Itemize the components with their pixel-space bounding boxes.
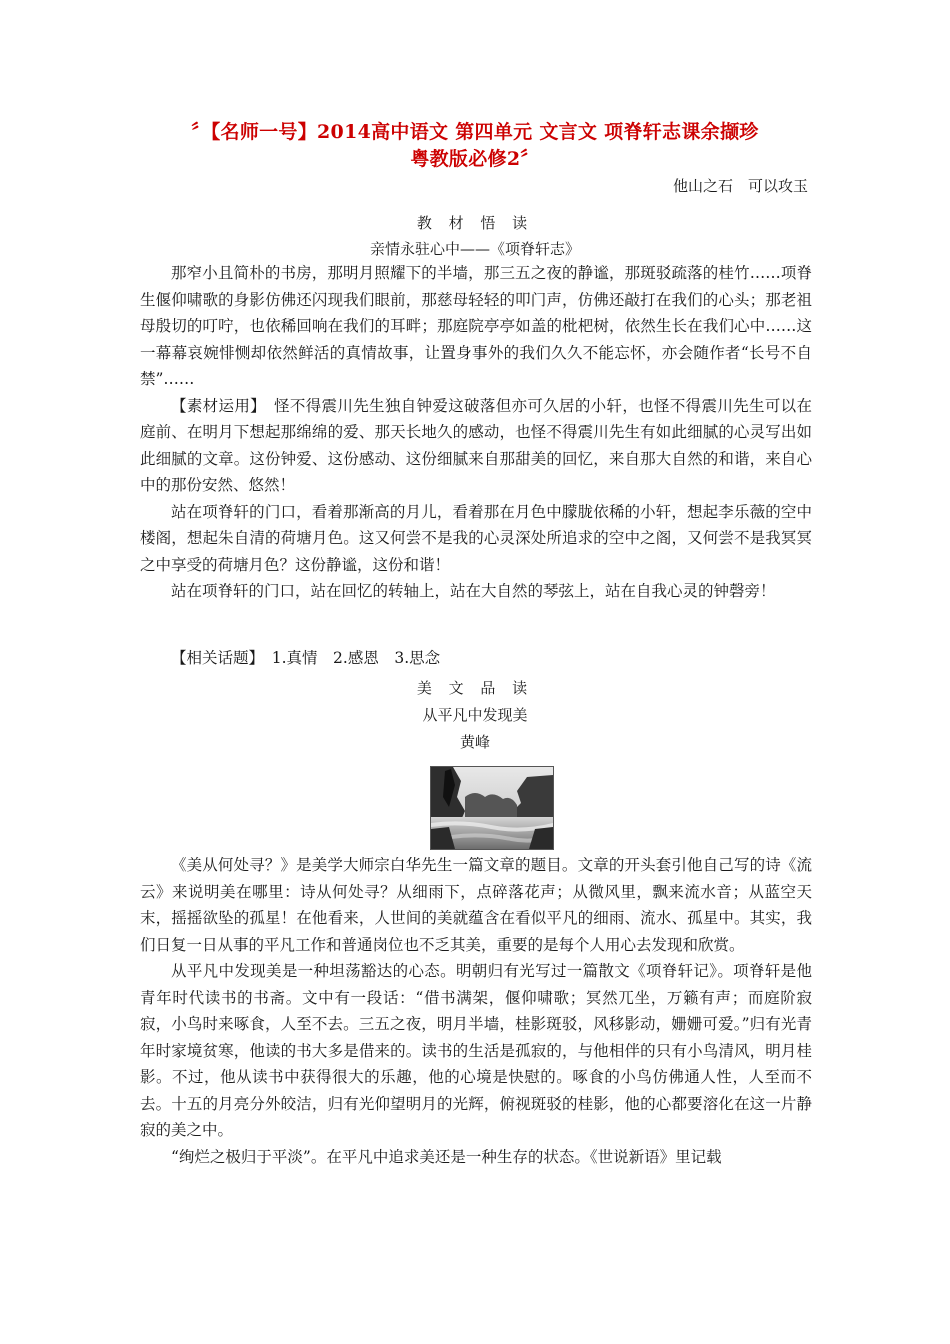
paragraph: 那窄小且简朴的书房，那明月照耀下的半墙，那三五之夜的静谧，那斑驳疏落的桂竹……项脊生偃仰啸歌的身影仿佛还闪现我们眼前，那慈母轻轻的叩门声，仿佛还敲打在我们的心头；那老祖母殷切的叮咛，也依稀回响在我们的耳畔；那庭院亭亭如盖的枇杷树，依然生长在我们心中……这一幕幕哀婉悱恻却依然鲜活的真情故事，让置身事外的我们久久不能忘怀，亦会随作者“长号不自禁”…… bbox=[140, 264, 812, 388]
garden-photo bbox=[430, 766, 554, 850]
section-heading-textbook: 教 材 悟 读 bbox=[416, 214, 534, 232]
section-subheading: 亲情永驻心中——《项脊轩志》 bbox=[369, 240, 580, 258]
paragraph: 站在项脊轩的门口，站在回忆的转轴上，站在大自然的琴弦上，站在自我心灵的钟磬旁！ bbox=[171, 582, 776, 600]
paragraph: 站在项脊轩的门口，看着那渐高的月儿，看着那在月色中朦胧依稀的小轩，想起李乐薇的空中楼阁，想起朱自清的荷塘月色。这又何尝不是我的心灵深处所追求的空中之阁，又何尝不是我冥冥之中享受的荷塘月色？这份静谧，这份和谐！ bbox=[140, 502, 812, 574]
article-author: 黄峰 bbox=[459, 733, 490, 751]
topics-line: 【相关话题】 1.真情 2.感恩 3.思念 bbox=[171, 649, 441, 667]
paragraph: 从平凡中发现美是一种坦荡豁达的心态。明朝归有光写过一篇散文《项脊轩记》。项脊轩是他青年时代读书的书斋。文中有一段话：“借书满架，偃仰啸歌；冥然兀坐，万籁有声；而庭阶寂寂，小鸟时来啄食，人至不去。三五之夜，明月半墙，桂影斑驳，风移影动，姗姗可爱。”归有光青年时家境贫寒，他读的书大多是借来的。读书的生活是孤寂的，与他相伴的只有小鸟清风，明月桂影。不过，他从读书中获得很大的乐趣，他的心境是快慰的。啄食的小鸟仿佛通人性，人至而不去。十五的月亮分外皎洁，归有光仰望明月的光辉，俯视斑驳的桂影，他的心都要溶化在这一片静寂的美之中。 bbox=[140, 962, 812, 1139]
title-line-2: 粤教版必修2〞 bbox=[410, 148, 540, 170]
article-title: 从平凡中发现美 bbox=[422, 706, 528, 724]
garden-photo-image bbox=[431, 767, 553, 849]
paragraph: 《美从何处寻？》是美学大师宗白华先生一篇文章的题目。文章的开头套引他自己写的诗《流云》来说明美在哪里：诗从何处寻？从细雨下，点碎落花声；从微风里，飘来流水音；从蓝空天末，摇摇欲坠的孤星！在他看来，人世间的美就蕴含在看似平凡的细雨、流水、孤星中。其实，我们日复一日从事的平凡工作和普通岗位也不乏其美，重要的是每个人用心去发现和欣赏。 bbox=[140, 856, 812, 954]
section1-body bbox=[140, 260, 812, 605]
section2-body bbox=[140, 852, 812, 1170]
paragraph: “绚烂之极归于平淡”。在平凡中追求美还是一种生存的状态。《世说新语》里记载 bbox=[171, 1147, 722, 1166]
title-line-1: 〞【名师一号】2014高中语文 第四单元 文言文 项脊轩志课余撷珍 bbox=[191, 121, 759, 143]
related-topics bbox=[140, 645, 812, 672]
document-title bbox=[120, 119, 830, 173]
section-heading-reading: 美 文 品 读 bbox=[416, 679, 534, 697]
paragraph: 【素材运用】 怪不得震川先生独自钟爱这破落但亦可久居的小轩，也怪不得震川先生可以在庭前、在明月下想起那绵绵的爱、那天长地久的感动，也怪不得震川先生有如此细腻的心灵写出如此细腻的文章。这份钟爱、这份感动、这份细腻来自那甜美的回忆，来自那大自然的和谐，来自心中的那份安然、悠然！ bbox=[140, 396, 812, 494]
section-motto: 他山之石 可以攻玉 bbox=[672, 177, 808, 195]
